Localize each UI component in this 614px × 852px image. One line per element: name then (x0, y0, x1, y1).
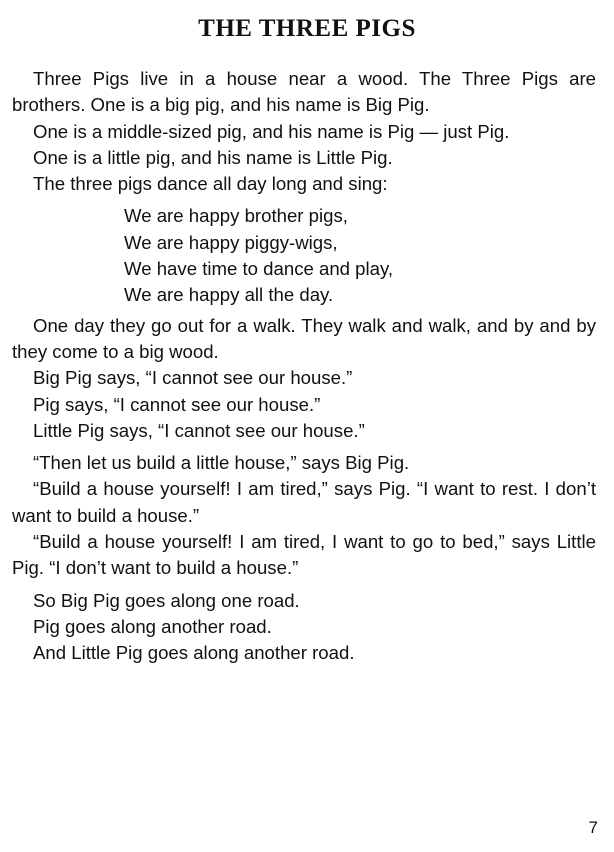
story-paragraph: So Big Pig goes along one road. (33, 589, 300, 611)
story-paragraph: “Build a house yourself! I am tired,” says Pig. “I want to rest. I don’t want to build a house.” (12, 478, 596, 526)
verse-line: We are happy brother pigs, (124, 205, 348, 227)
story-paragraph: One is a middle-sized pig, and his name is Pig — just Pig. (33, 120, 510, 142)
story-paragraph: “Then let us build a little house,” says Big Pig. (33, 452, 410, 474)
song-verse (124, 203, 596, 308)
story-text (12, 66, 596, 667)
story-paragraph: And Little Pig goes along another road. (33, 642, 355, 664)
story-paragraph: Three Pigs live in a house near a wood. The Three Pigs are brothers. One is a big pig, and his name is Big Pig. (12, 68, 596, 116)
story-paragraph: The three pigs dance all day long and sing: (33, 173, 388, 195)
story-paragraph: One is a little pig, and his name is Little Pig. (33, 146, 393, 168)
story-paragraph: One day they go out for a walk. They walk and walk, and by and by they come to a big wood. (12, 314, 596, 362)
story-paragraph: Little Pig says, “I cannot see our house.” (33, 419, 365, 441)
story-paragraph: Big Pig says, “I cannot see our house.” (33, 367, 353, 389)
page-number: 7 (588, 818, 598, 837)
story-paragraph: Pig goes along another road. (33, 615, 272, 637)
story-paragraph: “Build a house yourself! I am tired, I want to go to bed,” says Little Pig. “I don’t want to build a house.” (12, 531, 596, 579)
verse-line: We have time to dance and play, (124, 258, 394, 280)
page-title: THE THREE PIGS (198, 15, 416, 42)
story-paragraph: Pig says, “I cannot see our house.” (33, 393, 321, 415)
verse-line: We are happy piggy-wigs, (124, 231, 338, 253)
verse-line: We are happy all the day. (124, 284, 334, 306)
